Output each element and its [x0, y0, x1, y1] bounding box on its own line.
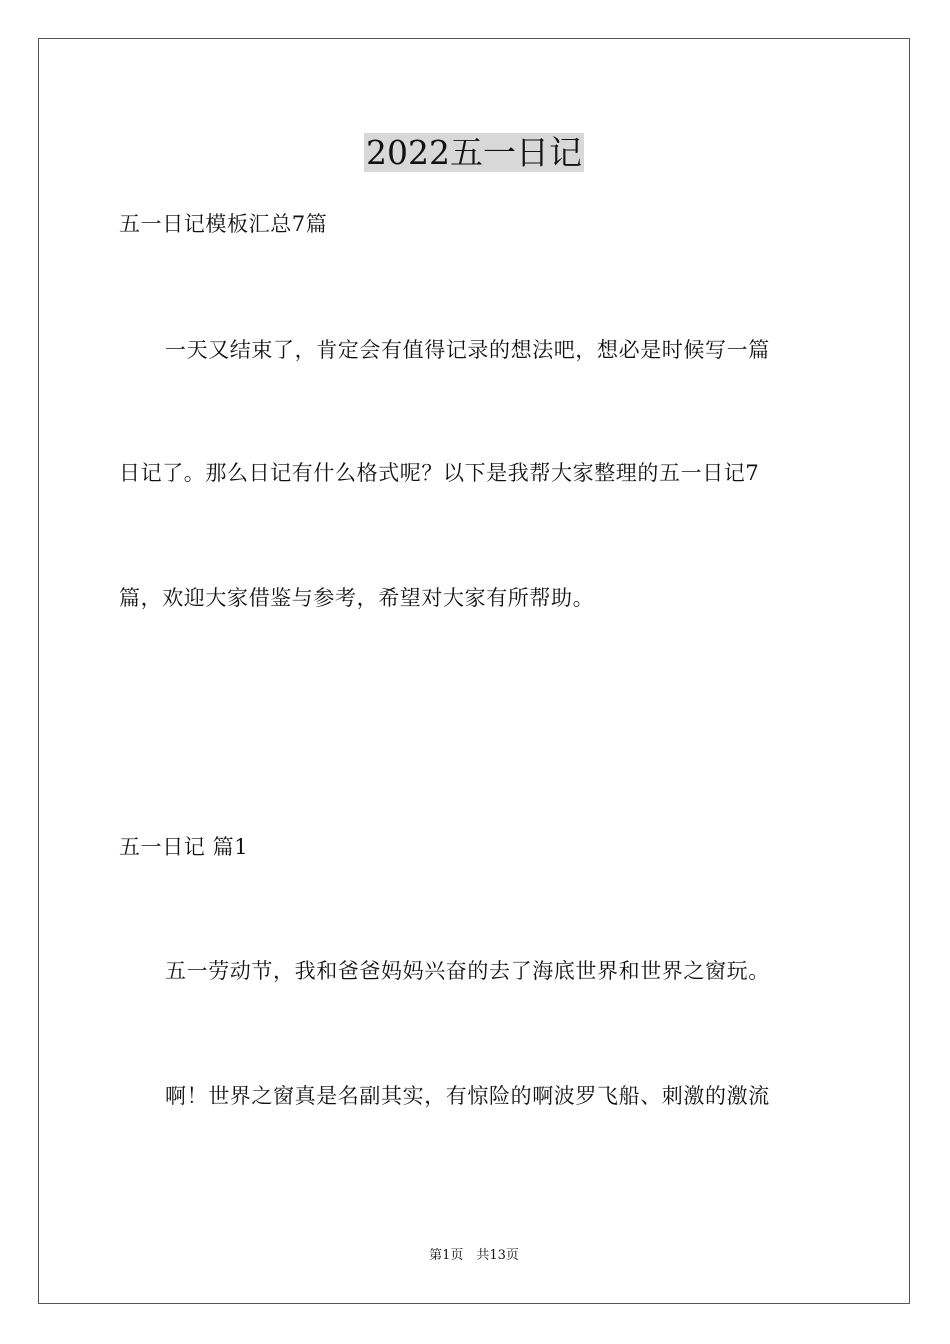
section-heading: 五一日记 篇1 [119, 835, 249, 859]
document-page [38, 38, 910, 1304]
document-subtitle: 五一日记模板汇总7篇 [119, 212, 328, 236]
body-line-2: 啊！世界之窗真是名副其实，有惊险的啊波罗飞船、刺激的激流 [165, 1084, 770, 1108]
intro-line-3: 篇，欢迎大家借鉴与参考，希望对大家有所帮助。 [119, 586, 595, 610]
body-line-1: 五一劳动节，我和爸爸妈妈兴奋的去了海底世界和世界之窗玩。 [165, 959, 770, 983]
intro-line-1: 一天又结束了，肯定会有值得记录的想法吧，想必是时候写一篇 [165, 338, 770, 362]
document-title-text: 2022五一日记 [366, 133, 582, 172]
document-title [39, 129, 909, 177]
page-footer: 第1页 共13页 [429, 1248, 519, 1263]
intro-line-2: 日记了。那么日记有什么格式呢？以下是我帮大家整理的五一日记7 [119, 461, 760, 485]
